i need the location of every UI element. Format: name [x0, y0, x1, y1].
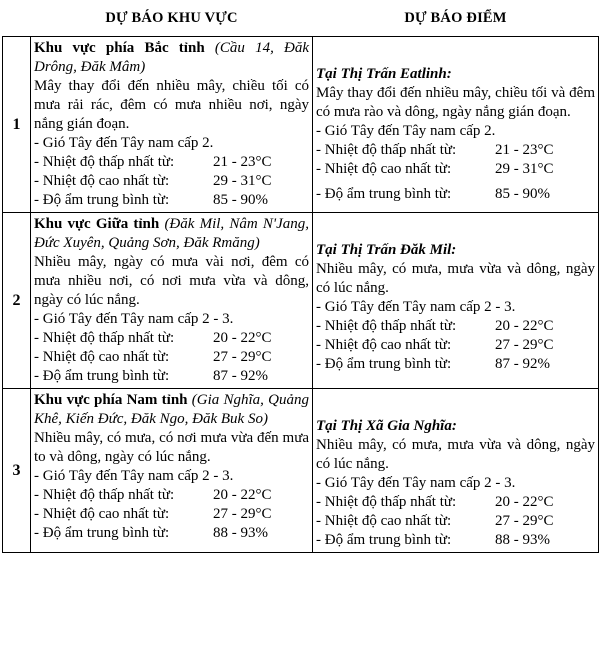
point-title: Tại Thị Trấn Eatlinh: [316, 66, 452, 82]
area-description: Nhiều mây, ngày có mưa vài nơi, đêm có mưa nhiều nơi, có nơi mưa vừa và dông, ngày có lúc nắng. [34, 254, 309, 308]
area-description: Mây thay đổi đến nhiều mây, chiều tối có mưa rải rác, đêm có mưa nhiều nơi, ngày nắng gián đoạn. [34, 78, 309, 132]
humidity-line: - Độ ẩm trung bình từ: 87 - 92% [34, 368, 268, 384]
area-places: (Đăk Mil, Nâm N'Jang, Đức Xuyên, Quảng Sơn, Đăk Rmăng) [34, 216, 310, 251]
humidity-line: - Độ ẩm trung bình từ: 87 - 92% [316, 356, 550, 372]
point-description: Mây thay đổi đến nhiều mây, chiều tối và đêm có mưa rào và dông, ngày nắng gián đoạn. [316, 85, 595, 120]
row-number: 1 [3, 37, 31, 213]
point-title: Tại Thị Xã Gia Nghĩa: [316, 418, 457, 434]
min-temp-line: - Nhiệt độ thấp nhất từ: 21 - 23°C [316, 142, 554, 158]
humidity-line: - Độ ẩm trung bình từ: 85 - 90% [34, 192, 268, 208]
wind-text: - Gió Tây đến Tây nam cấp 2 - 3. [316, 299, 516, 315]
point-forecast-cell [313, 213, 599, 389]
min-temp-line: - Nhiệt độ thấp nhất từ: 21 - 23°C [34, 154, 272, 170]
area-forecast-cell [31, 389, 313, 553]
area-places: (Cầu 14, Đăk Drông, Đăk Mâm) [34, 40, 310, 75]
point-forecast-cell [313, 389, 599, 553]
point-description: Nhiều mây, có mưa, mưa vừa và dông, ngày có lúc nắng. [316, 261, 595, 296]
humidity-line: - Độ ẩm trung bình từ: 88 - 93% [34, 525, 268, 541]
area-forecast-cell [31, 37, 313, 213]
header-row [3, 0, 599, 37]
max-temp-line: - Nhiệt độ cao nhất từ: 27 - 29°C [34, 349, 272, 365]
point-forecast-cell [313, 37, 599, 213]
area-title: Khu vực phía Nam tỉnh (Gia Nghĩa, Quảng Khê, Kiến Đức, Đăk Ngo, Đăk Buk So) [34, 392, 310, 427]
wind-text: - Gió Tây đến Tây nam cấp 2. [34, 135, 214, 151]
min-temp-line: - Nhiệt độ thấp nhất từ: 20 - 22°C [34, 487, 272, 503]
wind-text: - Gió Tây đến Tây nam cấp 2. [316, 123, 496, 139]
area-title: Khu vực phía Bắc tỉnh (Cầu 14, Đăk Drông, Đăk Mâm) [34, 40, 310, 75]
min-temp-line: - Nhiệt độ thấp nhất từ: 20 - 22°C [316, 494, 554, 510]
row-number: 2 [3, 213, 31, 389]
wind-text: - Gió Tây đến Tây nam cấp 2 - 3. [34, 468, 234, 484]
area-title: Khu vực Giữa tỉnh (Đăk Mil, Nâm N'Jang, Đức Xuyên, Quảng Sơn, Đăk Rmăng) [34, 216, 310, 251]
max-temp-line: - Nhiệt độ cao nhất từ: 27 - 29°C [316, 513, 554, 529]
table-row [3, 37, 599, 213]
area-description: Nhiều mây, có mưa, có nơi mưa vừa đến mưa to và dông, ngày có lúc nắng. [34, 430, 309, 465]
header-num [3, 0, 31, 37]
area-places: (Gia Nghĩa, Quảng Khê, Kiến Đức, Đăk Ngo, Đăk Buk So) [34, 392, 310, 427]
forecast-table [2, 0, 599, 553]
min-temp-line: - Nhiệt độ thấp nhất từ: 20 - 22°C [34, 330, 272, 346]
max-temp-line: - Nhiệt độ cao nhất từ: 27 - 29°C [34, 506, 272, 522]
point-title: Tại Thị Trấn Đăk Mil: [316, 242, 457, 258]
wind-text: - Gió Tây đến Tây nam cấp 2 - 3. [316, 475, 516, 491]
header-point: DỰ BÁO ĐIỂM [404, 9, 507, 26]
max-temp-line: - Nhiệt độ cao nhất từ: 29 - 31°C [34, 173, 272, 189]
area-forecast-cell [31, 213, 313, 389]
row-number: 3 [3, 389, 31, 553]
table-row [3, 389, 599, 553]
header-area: DỰ BÁO KHU VỰC [105, 9, 238, 26]
table-row [3, 213, 599, 389]
max-temp-line: - Nhiệt độ cao nhất từ: 27 - 29°C [316, 337, 554, 353]
point-description: Nhiều mây, có mưa, mưa vừa và dông, ngày có lúc nắng. [316, 437, 595, 472]
humidity-line: - Độ ẩm trung bình từ: 88 - 93% [316, 532, 550, 548]
humidity-line: - Độ ẩm trung bình từ: 85 - 90% [316, 186, 550, 202]
max-temp-line: - Nhiệt độ cao nhất từ: 29 - 31°C [316, 161, 554, 177]
wind-text: - Gió Tây đến Tây nam cấp 2 - 3. [34, 311, 234, 327]
min-temp-line: - Nhiệt độ thấp nhất từ: 20 - 22°C [316, 318, 554, 334]
